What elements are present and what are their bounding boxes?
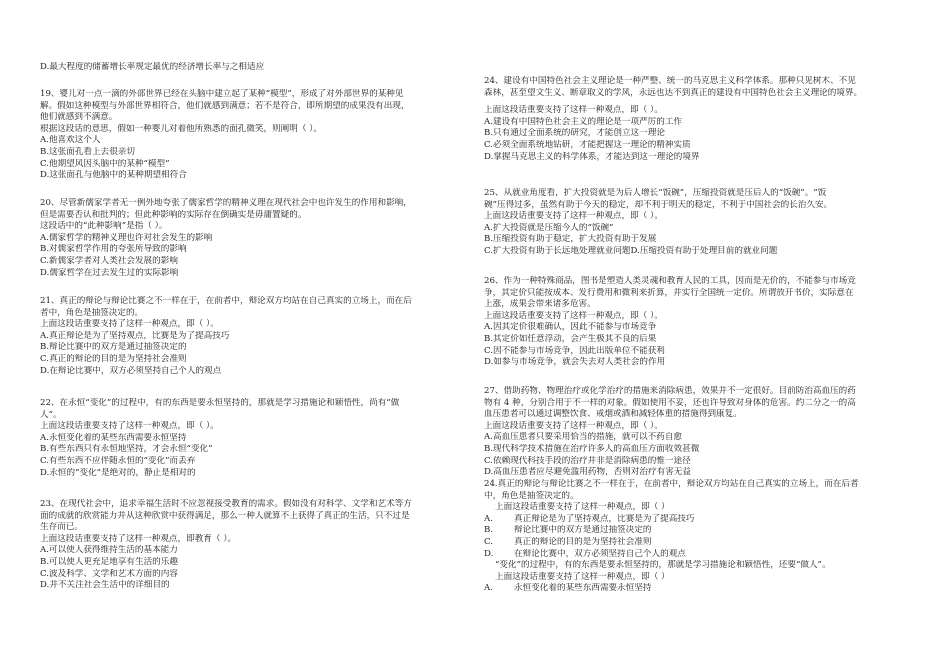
question-19 [40, 89, 480, 182]
q20-stem-line: 这段话中的“此种影响”是指（ ）。 [40, 221, 168, 232]
question-23 [40, 499, 480, 592]
q20-stem-line: 但是需要否认和批判的；但此种影响的实际存在倒确实是毋庸置疑的。 [40, 209, 307, 220]
q24b-option [484, 537, 924, 549]
q19-stem-line: 他们就感到不满意。 [40, 112, 118, 123]
q20-option: C.新儒家学者对人类社会发展的影响 [40, 255, 178, 266]
q26-option: D.如参与市场竞争，就会失去对人类社会的作用 [484, 357, 666, 368]
q25-lead: 上面这段话重要支持了这样一种观点，即（ ）。 [484, 211, 663, 222]
option-text: 辩论比赛中的双方是通过抽签决定的 [514, 525, 652, 536]
q24-option: C.必须全面系统地钻研，才能把握这一理论的精神实质 [484, 139, 691, 150]
q21-option: A.真正辩论是为了坚持观点，比赛是为了提高技巧 [40, 330, 230, 341]
question-27 [484, 386, 924, 479]
q23-stem-line: 生存而已。 [40, 522, 83, 533]
q24-lead: 上面这段话重要支持了这样一种观点，即（ ）。 [484, 105, 663, 116]
q19-option: A.他喜欢这个人 [40, 135, 101, 146]
q20-option: D.儒家哲学在过去发生过的实际影响 [40, 267, 179, 278]
question-21 [40, 296, 480, 377]
q26-stem-line: 上涨，成果会带来诸多危害。 [484, 299, 596, 310]
option-text: 真正辩论是为了坚持观点，比赛是为了提高技巧 [514, 513, 695, 524]
q27-option: D.高血压患者应尽避免滥用药物，否则对治疗有害无益 [484, 467, 691, 478]
q27-stem-line: 血压患者可以通过调整饮食、戒烟或酒和减轻体重的措施得到康复。 [484, 409, 742, 420]
q24b-option [484, 549, 924, 561]
option-letter: A. [484, 583, 493, 594]
q19-option: D.这张面孔与他脑中的某种期望相符合 [40, 170, 187, 181]
q24-option: D.掌握马克思主义的科学体系，才能达到这一理论的境界 [484, 151, 700, 162]
question-26 [484, 276, 924, 369]
option-text: 真正的辩论的目的是为坚持社会准则 [514, 536, 652, 547]
q25-option: A.扩大投资就是压缩今人的“饭碗” [484, 222, 614, 233]
q22-option: A.永恒变化着的某些东西需要永恒坚持 [40, 432, 187, 443]
q26-option: C.因不能参与市场竞争，因此出版单位不能获利 [484, 345, 665, 356]
q25-option: C.扩大投资有助于长远地处理就业问题D.压缩投资有助于处理目前的就业问题 [484, 245, 778, 256]
q25-stem-line: 碗”压得过多，虽然有助于今天的稳定，却不利于明天的稳定，不利于中国社会的长治久安。 [484, 199, 833, 210]
q22-option: C.有些东西不应伴随永恒的“变化”而丢弃 [40, 455, 196, 466]
option-letter: D. [484, 548, 494, 559]
q22-stem-line: 22、在永恒“变化”的过程中，有的东西是要永恒坚持的，那就是学习措施论和颖悟性，尚有“做 [40, 398, 400, 408]
q21-option: D.在辩论比赛中，双方必须坚持自己个人的观点 [40, 365, 222, 376]
q23-option: C.波及科学、文学和艺术方面的内容 [40, 568, 178, 579]
q25-option: B.压缩投资有助于稳定，扩大投资有助于发展 [484, 234, 657, 245]
q20-stem-line: 20、尽管新儒家学者无一例外地夸张了儒家哲学的精神义理在现代社会中也许发生的作用和影响， [40, 198, 412, 208]
question-24 [484, 76, 924, 163]
q27-stem-line: 物有 4 种，分别合用于不一样的对象。假如使用不妥，还也许导致对身体的危害。约二分之一的高 [484, 397, 856, 408]
q19-option: B.这张面孔看上去很亲切 [40, 146, 135, 157]
q20-option: A.儒家哲学的精神义理也许对社会发生的影响 [40, 232, 213, 243]
q21-stem-line: 21、真正的辩论与辩论比赛之不一样在于，在前者中，辩论双方均站在自己真实的立场上，而在后 [40, 296, 412, 306]
q25b-stem: “变化”的过程中，有的东西是要永恒坚持的，那就是学习措施论和颖悟性，还要“做人”。 [495, 560, 831, 571]
q24-option: A.建设有中国特色社会主义的理论是一项严厉的工作 [484, 116, 683, 127]
q19-stem-line: 根据这段话的意思，假如一种婴儿对着他所熟悉的面孔微笑，则阐明（ ）。 [40, 123, 323, 134]
q24b-option [484, 525, 924, 537]
q26-lead: 上面这段话重要支持了这样一种观点，即（ ）。 [484, 310, 663, 321]
q21-option: C.真正的辩论的目的是为坚持社会准则 [40, 353, 187, 364]
q24b-option [484, 514, 924, 526]
question-24-repeat [484, 479, 924, 595]
q23-option: A.可以使人获得维持生活的基本能力 [40, 545, 178, 556]
q27-option: C.依赖现代科技手段的治疗并非是消除病患的惟一途径 [484, 455, 691, 466]
q19-stem-line: 解。假如这种模型与外部世界相符合，他们就感到满意；若不是符合，即所期望的成果没有出现， [40, 100, 410, 111]
q23-option: B.可以使人更充足地享有生活的乐趣 [40, 556, 178, 567]
q18-tail [40, 62, 480, 74]
question-22 [40, 398, 480, 479]
q19-option: C.他期望风因头脑中的某种“模型” [40, 158, 170, 169]
q27-option: A.高血压患者只要采用恰当的措施，就可以不药自愈 [484, 432, 683, 443]
q21-stem-line: 者中，角色是抽签决定的。 [40, 307, 144, 318]
q22-option: D.永恒的“变化”是绝对的，静止是相对的 [40, 467, 196, 478]
question-20 [40, 198, 480, 279]
option-letter: A. [484, 513, 493, 524]
q27-stem-line: 27、借助药物、物理治疗或化学治疗的措施来消除病患，效果并不一定很好。目前防治高血压的药 [484, 386, 856, 396]
q26-stem-line: 争，其定价只能按成本、发行费用和微利来折算，并实行全国统一定价。所谓放开书价，实际意在 [484, 287, 854, 298]
q22-stem-line: 人”。 [40, 409, 62, 420]
q19-stem-line: 19、婴儿对一点一滴的外部世界已经在头脑中建立起了某种“模型”，形成了对外部世界的某种见 [40, 89, 404, 99]
q22-option: B.有些东西只有永恒地坚持，才会永恒“变化” [40, 444, 213, 455]
q27-lead: 上面这段话重要支持了这样一种观点，即（ ）。 [484, 420, 663, 431]
q26-option: B.其定价如任意浮动，会产生极其不良的后果 [484, 333, 657, 344]
option-text: 永恒变化着的某些东西需要永恒坚持 [514, 583, 652, 594]
q23-stem-line: 面的成就的欣赏能力并从这种欣赏中获得满足，那么一种人就算不上获得了真正的生活，只不过是 [40, 510, 410, 521]
q21-option: B.辩论比赛中的双方是通过抽签决定的 [40, 342, 187, 353]
option-letter: B. [484, 525, 494, 536]
q24-stem-line: 森林，甚至望文生义、断章取义的学风，永远也达不到真正的建设有中国特色社会主义理论的境界。 [484, 87, 863, 98]
q24b-stem-line: 24.真正的辩论与辩论比赛之不一样在于，在前者中，辩论双方均站在自己真实的立场上，而在后者 [484, 479, 859, 489]
q24-stem-line: 24、建设有中国特色社会主义理论是一种严整、统一的马克思主义科学体系。那种只见树木、不见 [484, 76, 856, 86]
q22-stem-line: 上面这段话重要支持了这样一种观点，即（ ）。 [40, 421, 219, 432]
q24b-lead: 上面这段话重要支持了这样一种观点，即（ ） [495, 502, 670, 513]
q21-stem-line: 上面这段话重要支持了这样一种观点，即（ ）。 [40, 319, 219, 330]
q25-stem-line: 25、从就业角度看，扩大投资就是为后人增长“饭碗”，压缩投资就是压后人的“饭碗”。“饭 [484, 188, 827, 198]
option-text: 在辩论比赛中，双方必须坚持自己个人的观点 [514, 548, 686, 559]
q25b-option [484, 583, 924, 595]
option-letter: C. [484, 536, 494, 547]
q24-option: B.只有通过全面系统的研究，才能创立这一理论 [484, 128, 665, 139]
q23-option: D.并不关注社会生活中的详细目的 [40, 580, 170, 591]
question-25 [484, 188, 924, 258]
q23-stem-line: 23、在现代社会中，追求幸福生活时不应忽视接受教育的需求。假如没有对科学、文学和艺术等方 [40, 499, 412, 509]
q25b-lead: 上面这段话重要支持了这样一种观点，即（ ） [495, 571, 670, 582]
q20-option: B.对儒家哲学作用的夸张所导致的影响 [40, 244, 187, 255]
q18-option-d: D.最大程度的储蓄增长率规定最优的经济增长率与之相适应 [40, 62, 265, 72]
q26-stem-line: 26、作为一种特殊商品，图书是塑造人类灵魂和教育人民的工具，因而是无价的，不能参与市场竞 [484, 276, 856, 286]
q24b-stem-line: 中，角色是抽签决定的。 [484, 490, 579, 501]
q27-option: B.现代科学技术措施在治疗许多人的高血压方面收效甚微 [484, 443, 700, 454]
q23-stem-line: 上面这段话重要支持了这样一种观点，即教育（ ）。 [40, 533, 237, 544]
q26-option: A.因其定价很难确认，因此不能参与市场竞争 [484, 322, 657, 333]
